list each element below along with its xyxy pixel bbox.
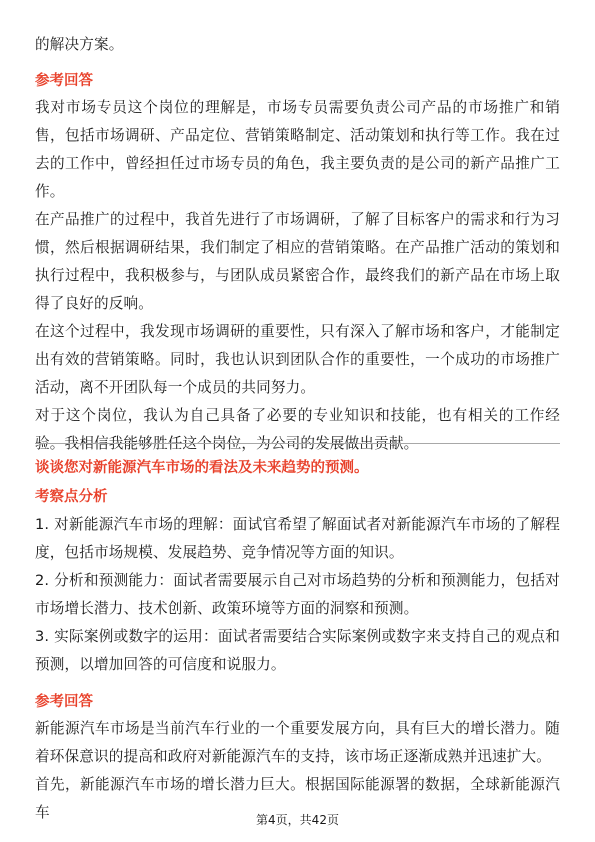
answer-heading-2: 参考回答 xyxy=(35,694,93,710)
section-divider xyxy=(35,443,560,444)
answer-body-1 xyxy=(35,94,560,458)
answer-paragraph: 新能源汽车市场是当前汽车行业的一个重要发展方向，具有巨大的增长潜力。随着环保意识的提高和政府对新能源汽车的支持，该市场正逐渐成熟并迅速扩大。 xyxy=(35,720,560,765)
answer-heading-1: 参考回答 xyxy=(35,73,93,89)
analysis-point: 1. 对新能源汽车市场的理解：面试官希望了解面试者对新能源汽车市场的了解程度，包括市场规模、发展趋势、竞争情况等方面的知识。 xyxy=(35,516,560,561)
answer-paragraph: 对于这个岗位，我认为自己具备了必要的专业知识和技能，也有相关的工作经验。我相信我能够胜任这个岗位，为公司的发展做出贡献。 xyxy=(35,407,560,452)
analysis-point: 3. 实际案例或数字的运用：面试者需要结合实际案例或数字来支持自己的观点和预测，以增加回答的可信度和说服力。 xyxy=(35,628,560,673)
carry-over-text: 的解决方案。 xyxy=(35,36,124,53)
question-title: 谈谈您对新能源汽车市场的看法及未来趋势的预测。 xyxy=(35,460,369,476)
answer-paragraph: 我对市场专员这个岗位的理解是，市场专员需要负责公司产品的市场推广和销售，包括市场调研、产品定位、营销策略制定、活动策划和执行等工作。我在过去的工作中，曾经担任过市场专员的角色，我主要负责的是公司的新产品推广工作。 xyxy=(35,99,560,200)
answer-paragraph: 首先，新能源汽车市场的增长潜力巨大。根据国际能源署的数据，全球新能源汽车 xyxy=(35,776,560,821)
analysis-body xyxy=(35,511,560,679)
answer-paragraph: 在产品推广的过程中，我首先进行了市场调研，了解了目标客户的需求和行为习惯，然后根据调研结果，我们制定了相应的营销策略。在产品推广活动的策划和执行过程中，我积极参与，与团队成员紧密合作，最终我们的新产品在市场上取得了良好的反响。 xyxy=(35,211,560,312)
page-number: 第4页，共42页 xyxy=(256,813,339,827)
analysis-point: 2. 分析和预测能力：面试者需要展示自己对市场趋势的分析和预测能力，包括对市场增长潜力、技术创新、政策环境等方面的洞察和预测。 xyxy=(35,572,560,617)
answer-paragraph: 在这个过程中，我发现市场调研的重要性，只有深入了解市场和客户，才能制定出有效的营销策略。同时，我也认识到团队合作的重要性，一个成功的市场推广活动，离不开团队每一个成员的共同努力。 xyxy=(35,323,560,396)
analysis-heading: 考察点分析 xyxy=(35,489,108,505)
